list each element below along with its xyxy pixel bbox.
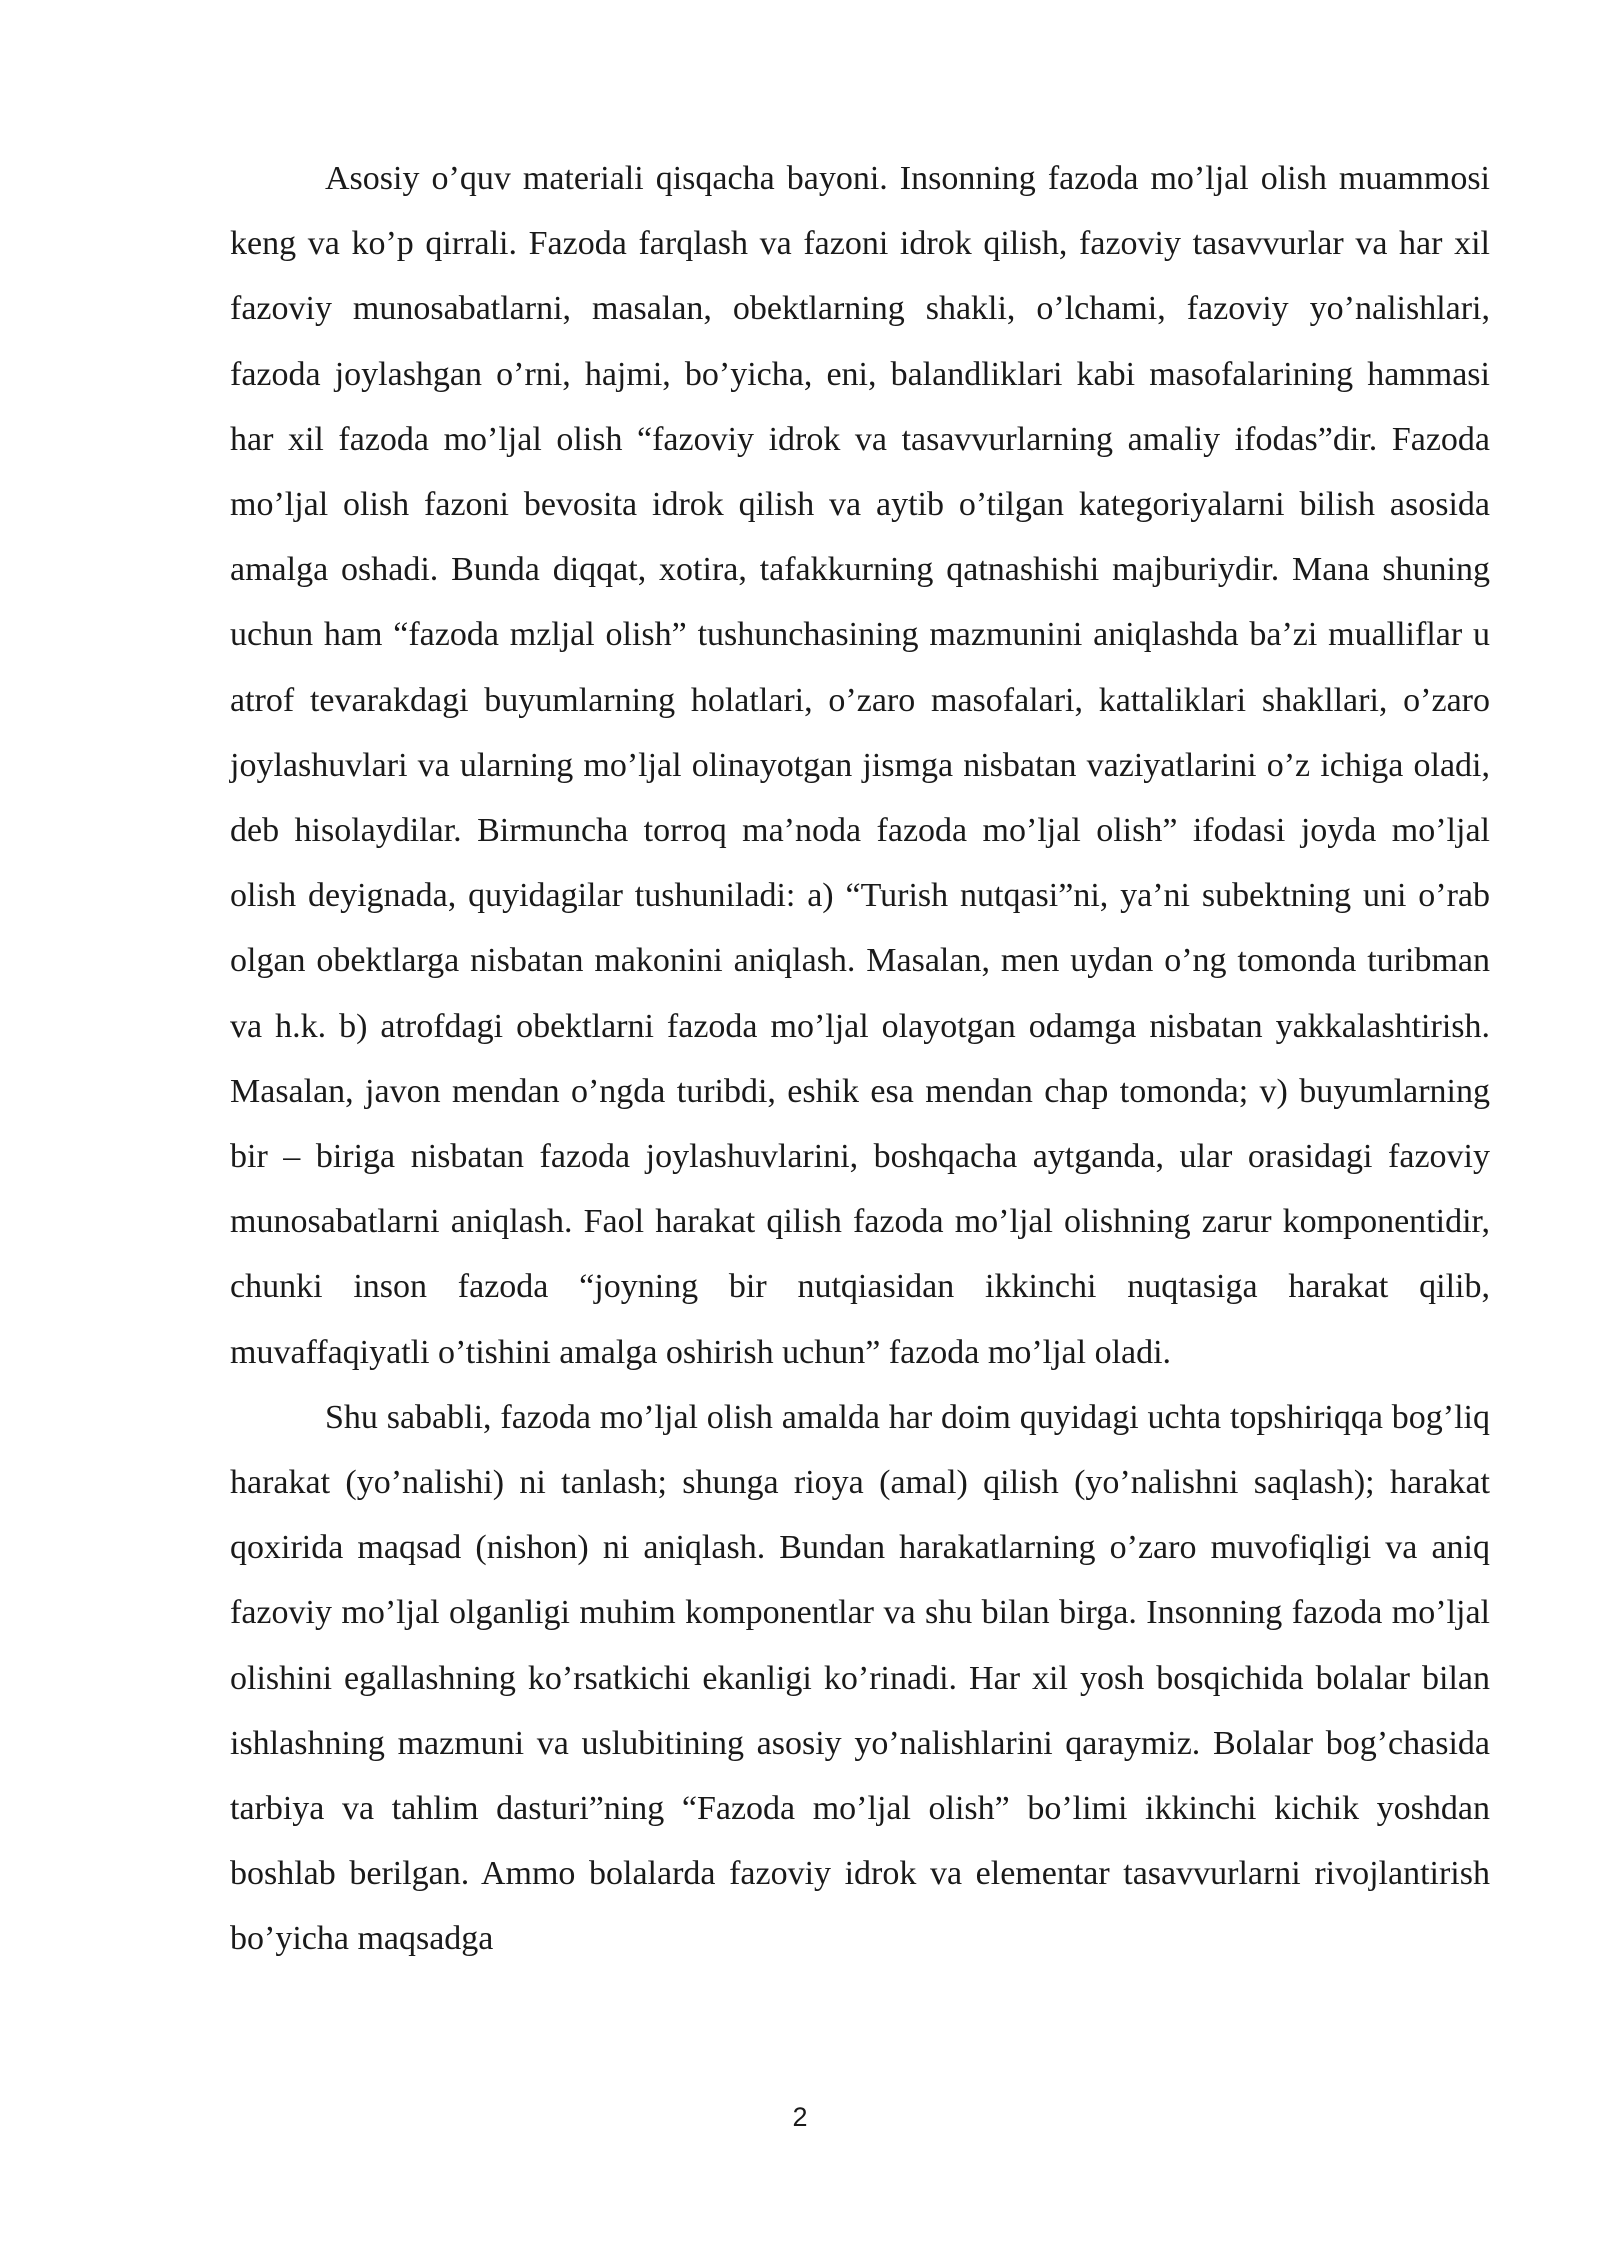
- document-body: [230, 146, 1490, 1972]
- paragraph: Asosiy o’quv materiali qisqacha bayoni. Insonning fazoda mo’ljal olish muammosi keng va ko’p qirrali. Fazoda farqlash va fazoni idrok qilish, fazoviy tasavvurlar va har xil fazoviy munosabatlarni, masalan, obektlarning shakli, o’lchami, fazoviy yo’nalishlari, fazoda joylashgan o’rni, hajmi, bo’yicha, eni, balandliklari kabi masofalarining hammasi har xil fazoda mo’ljal olish “fazoviy idrok va tasavvurlarning amaliy ifodas”dir. Fazoda mo’ljal olish fazoni bevosita idrok qilish va aytib o’tilgan kategoriyalarni bilish asosida amalga oshadi. Bunda diqqat, xotira, tafakkurning qatnashishi majburiydir. Mana shuning uchun ham “fazoda mzljal olish” tushunchasining mazmunini aniqlashda ba’zi mualliflar u atrof tevarakdagi buyumlarning holatlari, o’zaro masofalari, kattaliklari shakllari, o’zaro joylashuvlari va ularning mo’ljal olinayotgan jismga nisbatan vaziyatlarini o’z ichiga oladi, deb hisolaydilar. Birmuncha torroq ma’noda fazoda mo’ljal olish” ifodasi joyda mo’ljal olish deyignada, quyidagilar tushuniladi: a) “Turish nutqasi”ni, ya’ni subektning uni o’rab olgan obektlarga nisbatan makonini aniqlash. Masalan, men uydan o’ng tomonda turibman va h.k. b) atrofdagi obektlarni fazoda mo’ljal olayotgan odamga nisbatan yakkalashtirish. Masalan, javon mendan o’ngda turibdi, eshik esa mendan chap tomonda; v) buyumlarning bir – biriga nisbatan fazoda joylashuvlarini, boshqacha aytganda, ular orasidagi fazoviy munosabatlarni aniqlash. Faol harakat qilish fazoda mo’ljal olishning zarur komponentidir, chunki inson fazoda “joyning bir nutqiasidan ikkinchi nuqtasiga harakat qilib, muvaffaqiyatli o’tishini amalga oshirish uchun” fazoda mo’ljal oladi.: [230, 160, 1490, 1371]
- paragraph: Shu sababli, fazoda mo’ljal olish amalda har doim quyidagi uchta topshiriqqa bog’liq harakat (yo’nalishi) ni tanlash; shunga rioya (amal) qilish (yo’nalishni saqlash); harakat qoxirida maqsad (nishon) ni aniqlash. Bundan harakatlarning o’zaro muvofiqligi va aniq fazoviy mo’ljal olganligi muhim komponentlar va shu bilan birga. Insonning fazoda mo’ljal olishini egallashning ko’rsatkichi ekanligi ko’rinadi. Har xil yosh bosqichida bolalar bilan ishlashning mazmuni va uslubitining asosiy yo’nalishlarini qaraymiz. Bolalar bog’chasida tarbiya va tahlim dasturi”ning “Fazoda mo’ljal olish” bo’limi ikkinchi kichik yoshdan boshlab berilgan. Ammo bolalarda fazoviy idrok va elementar tasavvurlarni rivojlantirish bo’yicha maqsadga: [230, 1398, 1490, 1958]
- page-number: 2: [792, 2102, 808, 2132]
